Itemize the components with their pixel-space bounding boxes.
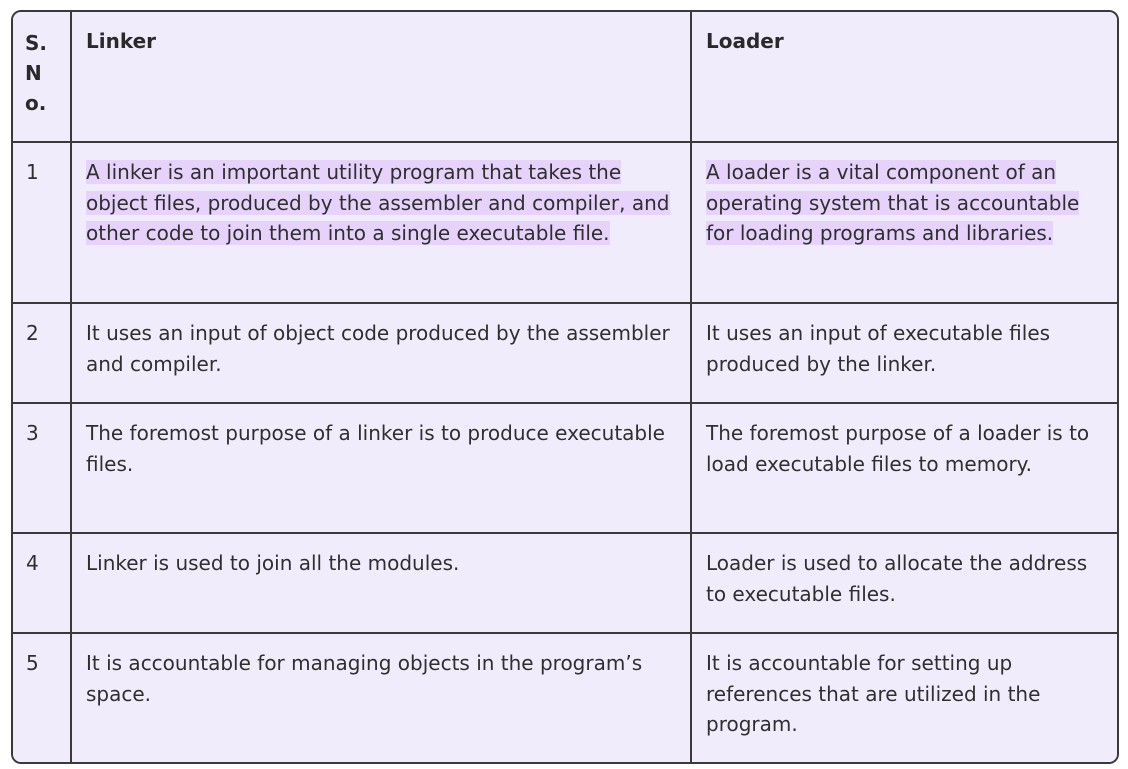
header-sno: S.No. [13,12,71,142]
highlighted-text: A linker is an important utility program that takes the object files, produced by the assembler and compiler, and other code to join them into a single executable file. [86,160,670,245]
highlighted-text: A loader is a vital component of an operating system that is accountable for loading programs and libraries. [706,160,1080,245]
row-loader-cell: It uses an input of executable files produced by the linker. [691,303,1117,403]
table-row [13,533,1117,633]
row-linker-cell: It uses an input of object code produced by the assembler and compiler. [71,303,691,403]
header-loader: Loader [691,12,1117,142]
row-linker-cell [71,142,691,303]
table-header-row [13,12,1117,142]
row-loader-cell: Loader is used to allocate the address to executable files. [691,533,1117,633]
row-loader-cell [691,142,1117,303]
table-row [13,403,1117,533]
row-linker-cell: The foremost purpose of a linker is to produce executable files. [71,403,691,533]
table-row [13,303,1117,403]
row-linker-cell: Linker is used to join all the modules. [71,533,691,633]
row-sno: 5 [13,633,71,764]
linker-vs-loader-table [11,10,1119,764]
comparison-table [13,12,1117,764]
row-sno: 2 [13,303,71,403]
row-sno: 1 [13,142,71,303]
row-loader-cell: It is accountable for setting up references that are utilized in the program. [691,633,1117,764]
row-sno: 4 [13,533,71,633]
table-row [13,633,1117,764]
row-loader-cell: The foremost purpose of a loader is to load executable files to memory. [691,403,1117,533]
table-row [13,142,1117,303]
row-sno: 3 [13,403,71,533]
header-linker: Linker [71,12,691,142]
row-linker-cell: It is accountable for managing objects in the program’s space. [71,633,691,764]
